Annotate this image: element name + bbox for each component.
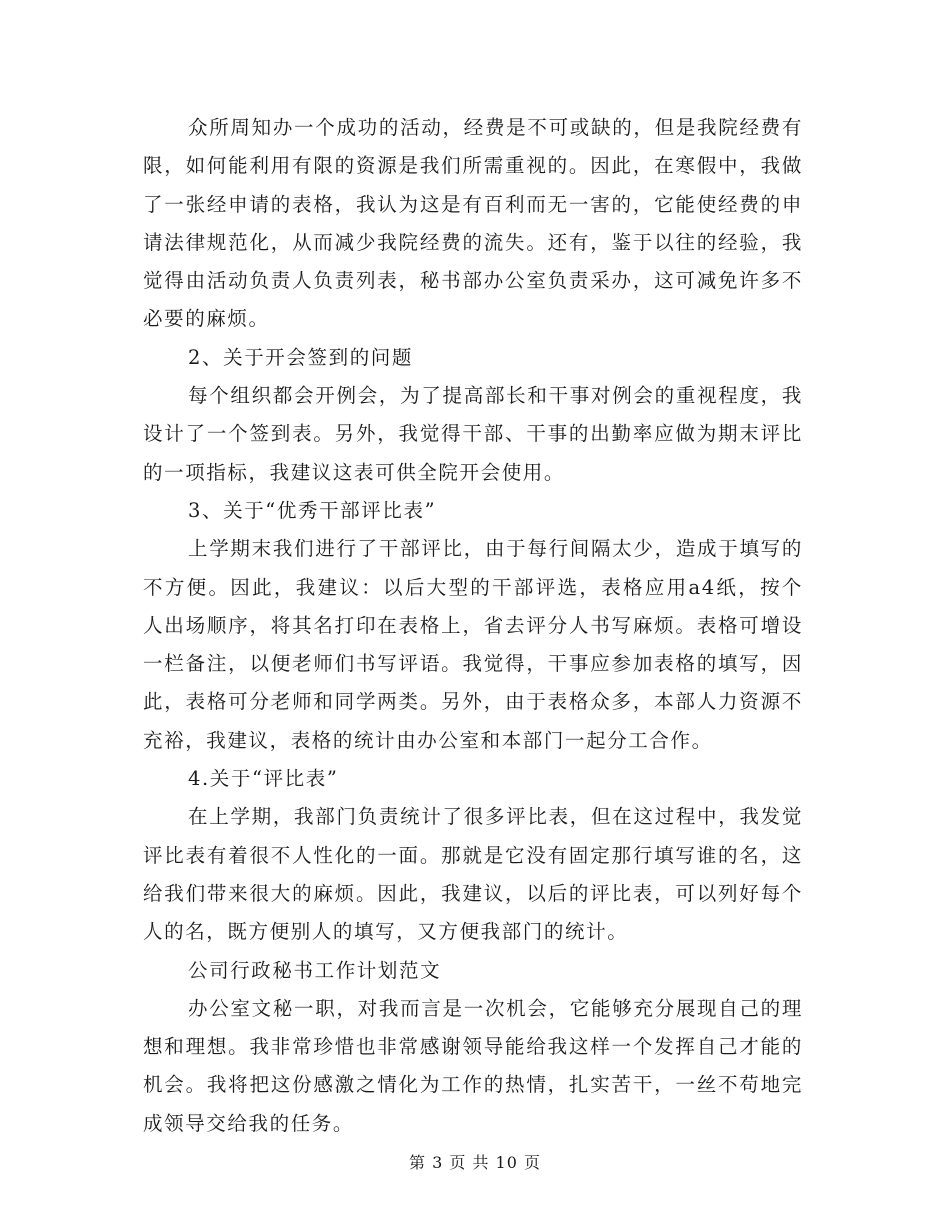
heading-secretary-plan: 公司行政秘书工作计划范文 xyxy=(188,958,442,982)
document-body xyxy=(143,109,803,1143)
page-number-footer: 第 3 页 共 10 页 xyxy=(409,1153,541,1172)
paragraph-evaluation-form: 在上学期，我部门负责统计了很多评比表，但在这过程中，我发觉评比表有着很不人性化的一面。那就是它没有固定那行填写谁的名，这给我们带来很大的麻烦。因此，我建议，以后的评比表，可以列好每个人的名，既方便别人的填写，又方便我部门的统计。 xyxy=(143,805,803,944)
heading-excellent-cadre-form: 3、关于“优秀干部评比表” xyxy=(188,498,437,522)
heading-evaluation-form: 4.关于“评比表” xyxy=(188,767,339,791)
paragraph-excellent-cadre-form: 上学期末我们进行了干部评比，由于每行间隔太少，造成于填写的不方便。因此，我建议：以后大型的干部评选，表格应用a4纸，按个人出场顺序，将其名打印在表格上，省去评分人书写麻烦。表格可增设一栏备注，以便老师们书写评语。我觉得，干事应参加表格的填写，因此，表格可分老师和同学两类。另外，由于表格众多，本部人力资源不充裕，我建议，表格的统计由办公室和本部门一起分工合作。 xyxy=(143,537,803,752)
paragraph-meeting-signin: 每个组织都会开例会，为了提高部长和干事对例会的重视程度，我设计了一个签到表。另外，我觉得干部、干事的出勤率应做为期末评比的一项指标，我建议这表可供全院开会使用。 xyxy=(143,384,803,484)
paragraph-secretary-plan: 办公室文秘一职，对我而言是一次机会，它能够充分展现自己的理想和理想。我非常珍惜也非常感谢领导能给我这样一个发挥自己才能的机会。我将把这份感激之情化为工作的热情，扎实苦干，一丝不苟地完成领导交给我的任务。 xyxy=(143,996,803,1135)
heading-meeting-signin: 2、关于开会签到的问题 xyxy=(188,345,414,369)
paragraph-funding: 众所周知办一个成功的活动，经费是不可或缺的，但是我院经费有限，如何能利用有限的资源是我们所需重视的。因此，在寒假中，我做了一张经申请的表格，我认为这是有百利而无一害的，它能使经费的申请法律规范化，从而减少我院经费的流失。还有，鉴于以往的经验，我觉得由活动负责人负责列表，秘书部办公室负责采办，这可减免许多不必要的麻烦。 xyxy=(143,116,803,331)
